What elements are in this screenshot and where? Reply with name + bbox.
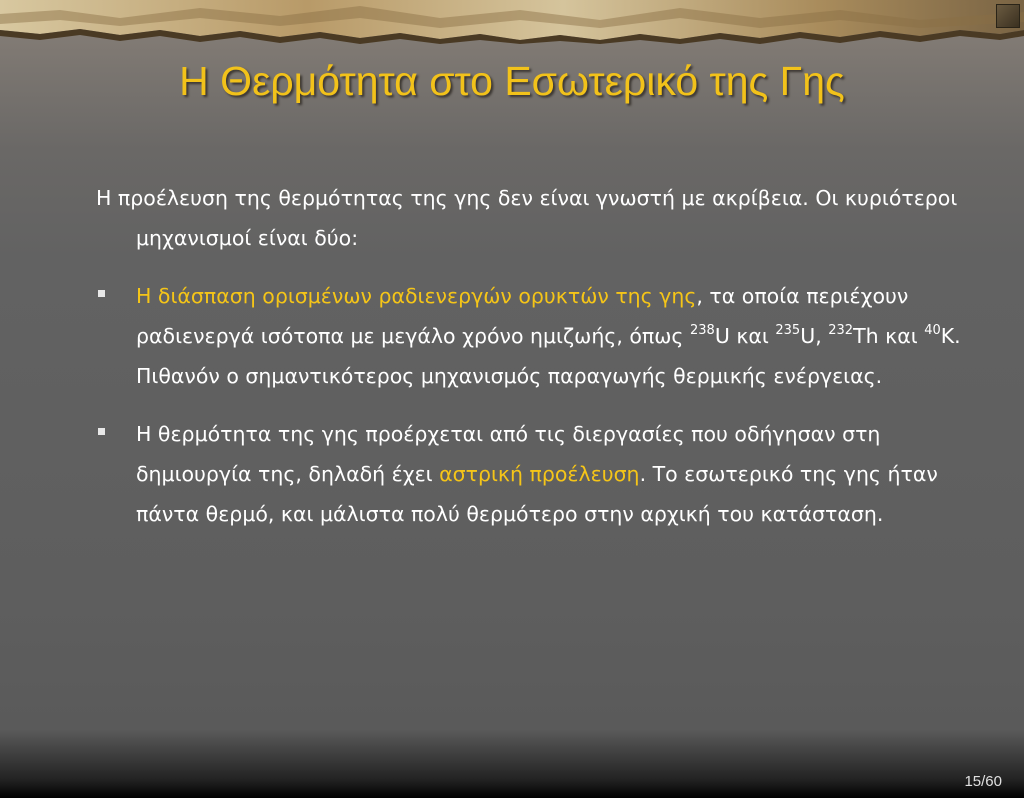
corner-decoration bbox=[996, 4, 1020, 28]
isotope-mass-th232: 232 bbox=[828, 323, 854, 338]
slide-content bbox=[96, 178, 966, 552]
bullet-text: U και bbox=[714, 324, 776, 348]
highlight-radioactive-decay: Η διάσπαση ορισμένων ραδιενεργών ορυκτών της γης bbox=[136, 284, 697, 308]
square-bullet-icon bbox=[98, 428, 105, 435]
highlight-stellar-origin: αστρική προέλευση bbox=[439, 462, 640, 486]
bullet-item-stellar-origin bbox=[96, 414, 966, 534]
bullet-text: Th και bbox=[853, 324, 925, 348]
page-number: 15/60 bbox=[964, 773, 1002, 790]
intro-paragraph bbox=[96, 178, 966, 258]
bullet-text: K. Πιθανόν ο σημαντικότερος μηχανισμός παραγωγής θερμικής ενέργειας. bbox=[136, 324, 961, 388]
bullet-text: . Το εσωτερικό της γης ήταν πάντα θερμό, και μάλιστα πολύ θερμότερο στην αρχική του κατάσταση. bbox=[136, 462, 938, 526]
torn-paper-header bbox=[0, 0, 1024, 44]
intro-text: Η προέλευση της θερμότητας της γης δεν είναι γνωστή με ακρίβεια. Οι κυριότεροι μηχανισμοί είναι δύο: bbox=[96, 186, 958, 250]
torn-paper-graphic bbox=[0, 0, 1024, 44]
isotope-mass-u235: 235 bbox=[775, 323, 801, 338]
isotope-mass-k40: 40 bbox=[924, 323, 941, 338]
bullet-item-radioactive-decay bbox=[96, 276, 966, 396]
slide-title: Η Θερμότητα στο Εσωτερικό της Γης bbox=[179, 58, 845, 104]
bullet-text: , τα οποία περιέχουν ραδιενεργά ισότοπα με μεγάλο χρόνο ημιζωής, όπως bbox=[136, 284, 909, 348]
bullet-text: Η θερμότητα της γης προέρχεται από τις διεργασίες που οδήγησαν στη δημιουργία της, δηλαδή έχει bbox=[136, 422, 881, 486]
square-bullet-icon bbox=[98, 290, 105, 297]
isotope-mass-u238: 238 bbox=[689, 323, 715, 338]
bullet-text: U, bbox=[800, 324, 829, 348]
